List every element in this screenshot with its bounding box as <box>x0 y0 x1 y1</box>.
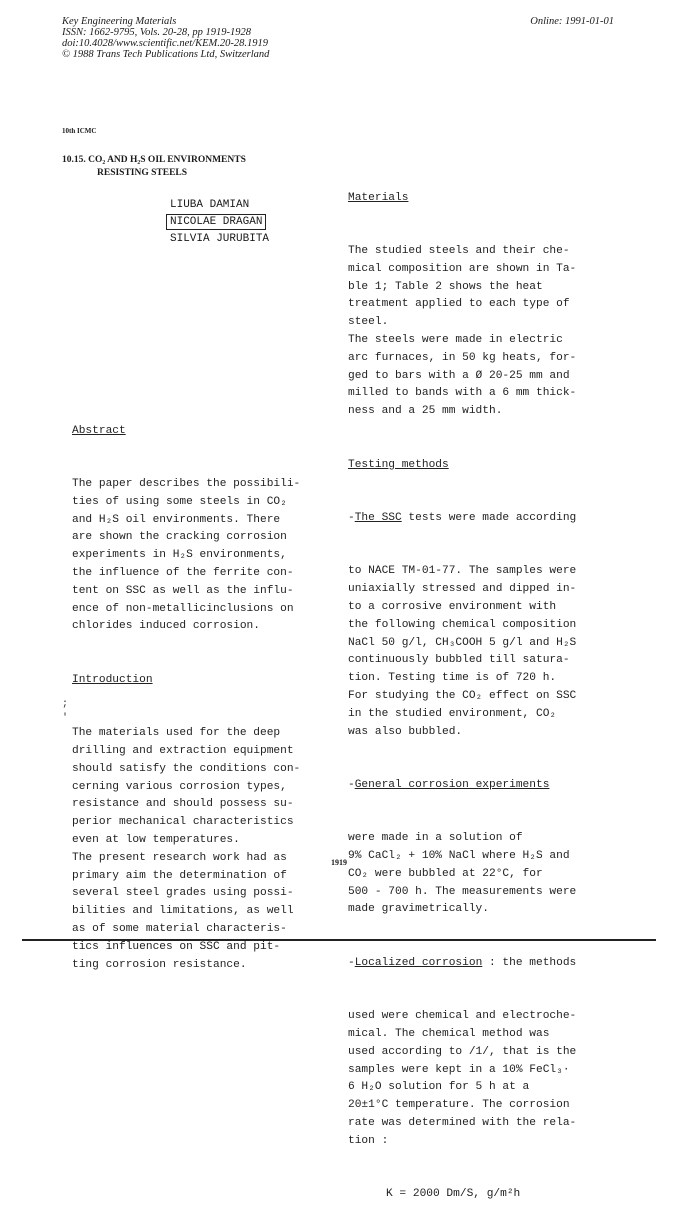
ssc-first-line: -The SSC tests were made according <box>348 511 577 524</box>
text-line: perior mechanical characteristics <box>72 816 294 829</box>
margin-mark: ' <box>62 713 69 724</box>
text-line: were made in a solution of <box>348 832 523 845</box>
issn-line: ISSN: 1662-9795, Vols. 20-28, pp 1919-1928 <box>62 27 251 38</box>
text-line: The present research work had as <box>72 851 287 864</box>
text-line: to NACE TM-01-77. The samples were <box>348 565 577 578</box>
ssc-body <box>348 563 648 741</box>
text-line: and H₂S oil environments. There <box>72 513 281 526</box>
introduction-heading: Introduction <box>72 673 153 686</box>
text-line: tion : <box>348 1134 389 1147</box>
online-date: Online: 1991-01-01 <box>530 16 614 27</box>
localized-corrosion-body <box>348 1008 648 1150</box>
text-line: The studied steels and their che- <box>348 244 570 257</box>
text-line: are shown the cracking corrosion <box>72 531 287 544</box>
text-line: made gravimetrically. <box>348 903 489 916</box>
text-line: steel. <box>348 316 389 329</box>
text-line: the following chemical composition <box>348 618 577 631</box>
text-line: NaCl 50 g/l, CH₃COOH 5 g/l and H₂S <box>348 636 577 649</box>
text-line: mical. The chemical method was <box>348 1028 550 1041</box>
text-line: in the studied environment, CO₂ <box>348 707 557 720</box>
abstract-body <box>72 476 342 636</box>
text-line: milled to bands with a 6 mm thick- <box>348 387 577 400</box>
text-line: mical composition are shown in Ta- <box>348 262 577 275</box>
text-line: ence of non-metallicinclusions on <box>72 602 294 615</box>
ssc-label: The SSC <box>354 511 402 524</box>
left-column <box>72 387 342 992</box>
text-line: 6 H₂O solution for 5 h at a <box>348 1081 530 1094</box>
text-line: uniaxially stressed and dipped in- <box>348 583 577 596</box>
testing-methods-heading: Testing methods <box>348 458 449 471</box>
text-line: samples were kept in a 10% FeCl₃· <box>348 1063 570 1076</box>
text-line: The materials used for the deep <box>72 727 281 740</box>
text-line: ble 1; Table 2 shows the heat <box>348 280 543 293</box>
title-line-1: 10.15. CO₂ AND H₂S OIL ENVIRONMENTS <box>62 155 246 165</box>
text-line: chlorides induced corrosion. <box>72 620 260 633</box>
general-corrosion-label: General corrosion experiments <box>354 778 550 791</box>
text-line: rate was determined with the rela- <box>348 1117 577 1130</box>
text-line: was also bubbled. <box>348 725 463 738</box>
text-line: tent on SSC as well as the influ- <box>72 584 294 597</box>
text-line: primary aim the determination of <box>72 869 287 882</box>
text-line: CO₂ were bubbled at 22°C, for <box>348 867 543 880</box>
general-first-line: -General corrosion experiments <box>348 778 550 791</box>
journal-header <box>62 16 269 60</box>
title-line-2: RESISTING STEELS <box>97 168 188 178</box>
text-line: even at low temperatures. <box>72 833 240 846</box>
introduction-body <box>72 725 342 974</box>
author-1: LIUBA DAMIAN <box>170 199 250 211</box>
author-3: SILVIA JURUBITA <box>170 233 270 245</box>
text-line: to a corrosive environment with <box>348 600 557 613</box>
author-2-boxed: NICOLAE DRAGAN <box>166 214 266 230</box>
author-list <box>170 197 269 248</box>
text-line: bilities and limitations, as well <box>72 905 294 918</box>
text-line: 500 - 700 h. The measurements were <box>348 885 577 898</box>
page-number: 1919 <box>331 858 347 867</box>
right-column <box>348 154 648 1222</box>
text-line: ting corrosion resistance. <box>72 958 247 971</box>
text-line: as of some material characteris- <box>72 922 287 935</box>
copyright-line: © 1988 Trans Tech Publications Ltd, Switzerland <box>62 49 270 60</box>
general-corrosion-body <box>348 830 648 919</box>
text-line: 20±1°C temperature. The corrosion <box>348 1099 570 1112</box>
text-line: treatment applied to each type of <box>348 298 570 311</box>
ssc-first-rest: tests were made according <box>401 511 577 524</box>
text-line: used according to /1/, that is the <box>348 1045 577 1058</box>
conference-label: 10th ICMC <box>62 127 97 135</box>
corrosion-rate-formula: K = 2000 Dm/S, g/m²h <box>386 1188 521 1201</box>
text-line: cerning various corrosion types, <box>72 780 287 793</box>
localized-first-line: -Localized corrosion : the methods <box>348 956 577 969</box>
text-line: several steel grades using possi- <box>72 887 294 900</box>
text-line: resistance and should possess su- <box>72 798 294 811</box>
text-line: tics influences on SSC and pit- <box>72 940 281 953</box>
text-line: should satisfy the conditions con- <box>72 762 301 775</box>
text-line: The steels were made in electric <box>348 333 563 346</box>
text-line: drilling and extraction equipment <box>72 744 294 757</box>
text-line: ties of using some steels in CO₂ <box>72 495 287 508</box>
doi-line: doi:10.4028/www.scientific.net/KEM.20-28.1919 <box>62 38 268 49</box>
text-line: experiments in H₂S environments, <box>72 549 287 562</box>
margin-mark: ; <box>62 699 69 710</box>
paper-title <box>62 154 312 180</box>
materials-body <box>348 243 648 421</box>
text-line: 9% CaCl₂ + 10% NaCl where H₂S and <box>348 850 570 863</box>
text-line: the influence of the ferrite con- <box>72 566 294 579</box>
localized-corrosion-label: Localized corrosion <box>354 956 483 969</box>
text-line: arc furnaces, in 50 kg heats, for- <box>348 351 577 364</box>
text-line: continuously bubbled till satura- <box>348 654 570 667</box>
text-line: The paper describes the possibili- <box>72 477 301 490</box>
localized-first-rest: : the methods <box>482 956 577 969</box>
text-line: ness and a 25 mm width. <box>348 405 503 418</box>
text-line: For studying the CO₂ effect on SSC <box>348 689 577 702</box>
text-line: tion. Testing time is of 720 h. <box>348 672 557 685</box>
bottom-rule <box>22 939 656 941</box>
text-line: used were chemical and electroche- <box>348 1010 577 1023</box>
text-line: ged to bars with a Ø 20-25 mm and <box>348 369 570 382</box>
materials-heading: Materials <box>348 191 409 204</box>
journal-name: Key Engineering Materials <box>62 16 177 27</box>
abstract-heading: Abstract <box>72 424 126 437</box>
